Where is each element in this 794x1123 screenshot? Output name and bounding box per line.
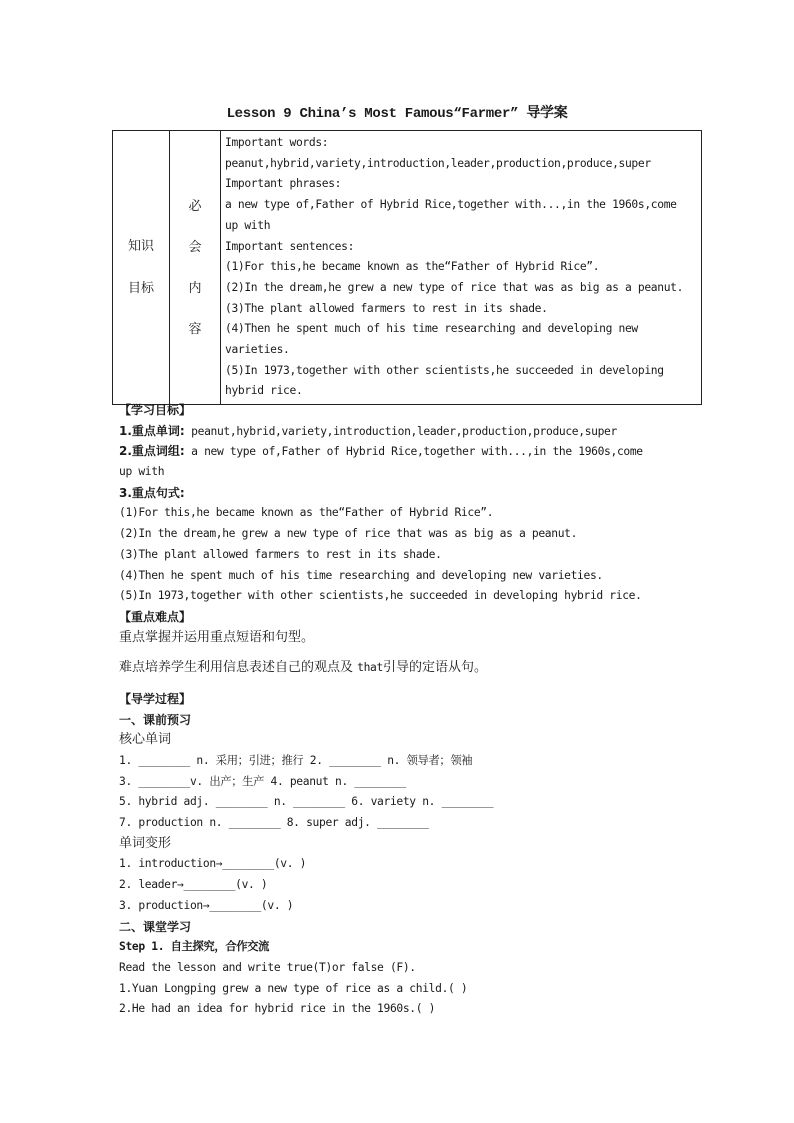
sentence-line: (5)In 1973,together with other scientists,he succeeded in developing hybrid rice. [119, 589, 642, 603]
key-sentences-label: 3.重点句式: [119, 485, 185, 500]
sentence-line: (2)In the dream,he grew a new type of rice that was as big as a peanut. [119, 527, 578, 541]
content-line: a new type of,Father of Hybrid Rice,together with...,in the 1960s,come [225, 198, 677, 212]
tf-item: 1.Yuan Longping grew a new type of rice as a child.( ) [119, 981, 468, 995]
core-words-heading: 核心单词 [119, 732, 172, 748]
tf-instruction: Read the lesson and write true(T)or false (F). [119, 960, 416, 974]
class-learning-heading: 二、课堂学习 [119, 919, 192, 934]
content-line: Important phrases: [225, 177, 342, 191]
key-difficult-heading: 【重点难点】 [119, 609, 192, 624]
key-words-text: peanut,hybrid,variety,introduction,leader,production,produce,super [184, 424, 617, 438]
difficult-point-c: 引导的定语从句。 [382, 660, 487, 676]
key-phrases-label: 2.重点词组: [119, 444, 185, 459]
page-title: Lesson 9 China’s Most Famous“Farmer” 导学案 [226, 106, 568, 122]
label-line: 目标 [127, 280, 154, 296]
required-content-cell [221, 131, 702, 405]
vocab-line: 5. hybrid adj. ________ n. ________ 6. variety n. ________ [119, 795, 494, 809]
required-content-label [170, 131, 221, 405]
sentence-line: (1)For this,he became known as the“Father of Hybrid Rice”. [119, 506, 494, 520]
step1-heading: Step 1. 自主探究，合作交流 [119, 940, 270, 954]
knowledge-goals-label [113, 131, 170, 405]
learning-goals-heading: 【学习目标】 [119, 403, 192, 417]
word-form-line: 3. production→________(v. ) [119, 898, 294, 912]
label-char: 容 [188, 321, 202, 337]
label-line: 知识 [127, 238, 154, 254]
content-line: Important sentences: [225, 239, 355, 253]
content-line: (5)In 1973,together with other scientists,he succeeded in developing [225, 363, 664, 377]
content-line: Important words: [225, 136, 329, 149]
key-phrases-line [119, 441, 719, 462]
word-form-line: 1. introduction→________(v. ) [119, 857, 307, 871]
vocab-line: 1. ________ n. 采用；引进；推行 2. ________ n. 领导者；领袖 [119, 754, 473, 767]
sentence-line: (3)The plant allowed farmers to rest in its shade. [119, 547, 442, 561]
content-line: (1)For this,he became known as the“Father of Hybrid Rice”. [225, 260, 600, 274]
content-line: varieties. [225, 343, 290, 357]
content-line: hybrid rice. [225, 384, 303, 398]
process-heading: 【导学过程】 [119, 691, 192, 706]
content-line: (4)Then he spent much of his time researching and developing new [225, 322, 638, 336]
key-point-text: 重点掌握并运用重点短语和句型。 [119, 629, 315, 645]
vocab-line: 7. production n. ________ 8. super adj. ________ [119, 816, 429, 830]
tf-item: 2.He had an idea for hybrid rice in the 1960s.( ) [119, 1002, 436, 1016]
vocab-line: 3. ________v. 出产；生产 4. peanut n. ________ [119, 774, 406, 788]
label-char: 会 [188, 239, 202, 255]
sentence-line: (4)Then he spent much of his time researching and developing new varieties. [119, 568, 603, 582]
difficult-point-line [119, 658, 719, 679]
difficult-point-a: 难点培养学生利用信息表述自己的观点及 [119, 660, 358, 676]
content-line: (2)In the dream,he grew a new type of rice that was as big as a peanut. [225, 280, 684, 294]
content-line: (3)The plant allowed farmers to rest in its shade. [225, 301, 548, 315]
word-form-line: 2. leader→________(v. ) [119, 878, 268, 892]
word-forms-heading: 单词变形 [119, 835, 172, 851]
label-char: 必 [188, 198, 202, 214]
key-phrases-cont: up with [119, 465, 165, 479]
label-char: 内 [188, 280, 202, 296]
content-line: up with [225, 218, 271, 232]
content-line: peanut,hybrid,variety,introduction,leader,production,produce,super [225, 156, 651, 170]
key-phrases-text: a new type of,Father of Hybrid Rice,together with...,in the 1960s,come [184, 445, 643, 459]
key-words-label: 1.重点单词: [119, 423, 185, 438]
worksheet-body [119, 400, 719, 1020]
key-words-line [119, 421, 719, 442]
knowledge-goals-table [112, 130, 702, 405]
preview-heading: 一、课前预习 [119, 712, 192, 727]
difficult-point-b: that [357, 661, 383, 675]
